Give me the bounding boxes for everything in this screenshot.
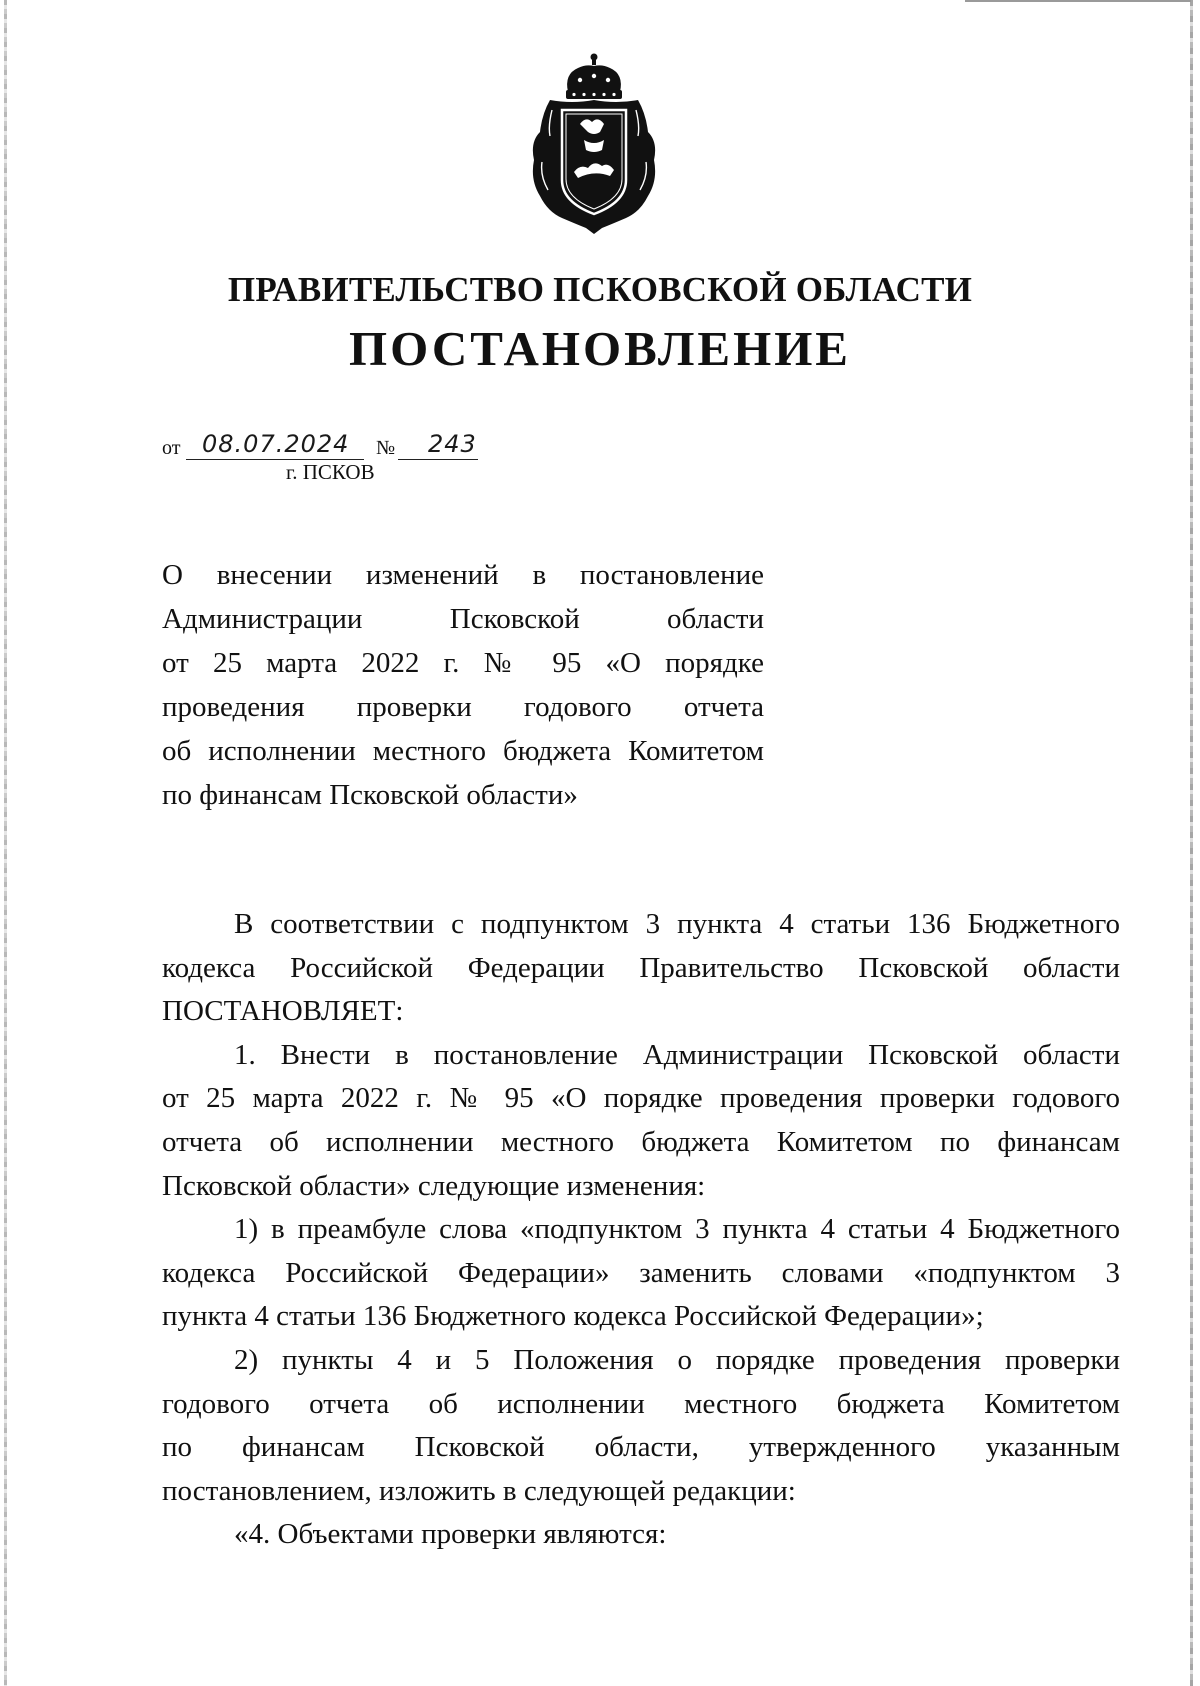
number-label: № bbox=[376, 437, 396, 459]
item-1-line: отчета об исполнении местного бюджета Комитетом по финансам bbox=[162, 1125, 1120, 1158]
item-1-line: 1. Внести в постановление Администрации Псковской области bbox=[234, 1038, 1120, 1071]
document-meta bbox=[162, 430, 562, 490]
subject-line: Администрации Псковской области bbox=[162, 603, 764, 635]
preamble-line: кодекса Российской Федерации Правительство Псковской области bbox=[162, 951, 1120, 984]
subitem-2-line: постановлением, изложить в следующей редакции: bbox=[162, 1474, 796, 1507]
scan-right-edge bbox=[1190, 0, 1193, 1686]
subject-line: проведения проверки годового отчета bbox=[162, 691, 764, 723]
subitem-1-line: пункта 4 статьи 136 Бюджетного кодекса Российской Федерации»; bbox=[162, 1300, 984, 1333]
subitem-1-line: кодекса Российской Федерации» заменить словами «подпунктом 3 bbox=[162, 1256, 1120, 1289]
date-label: от bbox=[162, 437, 181, 459]
number-underline bbox=[398, 459, 478, 460]
subject-line: об исполнении местного бюджета Комитетом bbox=[162, 735, 764, 767]
date-value: 08.07.2024 bbox=[202, 430, 350, 458]
item-1-line: Псковской области» следующие изменения: bbox=[162, 1169, 706, 1202]
scan-left-edge bbox=[4, 0, 7, 1686]
subitem-2-line: годового отчета об исполнении местного бюджета Комитетом bbox=[162, 1387, 1120, 1420]
document-body bbox=[162, 903, 1120, 1557]
item-1-line: от 25 марта 2022 г. № 95 «О порядке проведения проверки годового bbox=[162, 1082, 1120, 1115]
scan-top-edge bbox=[965, 0, 1191, 2]
subitem-1-line: 1) в преамбуле слова «подпунктом 3 пункта 4 статьи 4 Бюджетного bbox=[234, 1213, 1120, 1246]
subject-line: О внесении изменений в постановление bbox=[162, 559, 764, 591]
subject-line: от 25 марта 2022 г. № 95 «О порядке bbox=[162, 647, 764, 679]
quoted-item-4-start: «4. Объектами проверки являются: bbox=[234, 1518, 667, 1551]
number-value: 243 bbox=[428, 430, 477, 458]
coat-of-arms-emblem bbox=[528, 52, 660, 234]
document-subject bbox=[162, 553, 764, 817]
preamble-line: ПОСТАНОВЛЯЕТ: bbox=[162, 995, 404, 1028]
government-name: ПРАВИТЕЛЬСТВО ПСКОВСКОЙ ОБЛАСТИ bbox=[227, 270, 973, 309]
document-type-title: ПОСТАНОВЛЕНИЕ bbox=[349, 321, 851, 376]
subitem-2-line: 2) пункты 4 и 5 Положения о порядке проведения проверки bbox=[234, 1343, 1120, 1376]
subitem-2-line: по финансам Псковской области, утвержденного указанным bbox=[162, 1431, 1120, 1464]
preamble-line: В соответствии с подпунктом 3 пункта 4 статьи 136 Бюджетного bbox=[234, 908, 1120, 940]
subject-line: по финансам Псковской области» bbox=[162, 779, 578, 811]
city-label: г. ПСКОВ bbox=[286, 460, 375, 484]
